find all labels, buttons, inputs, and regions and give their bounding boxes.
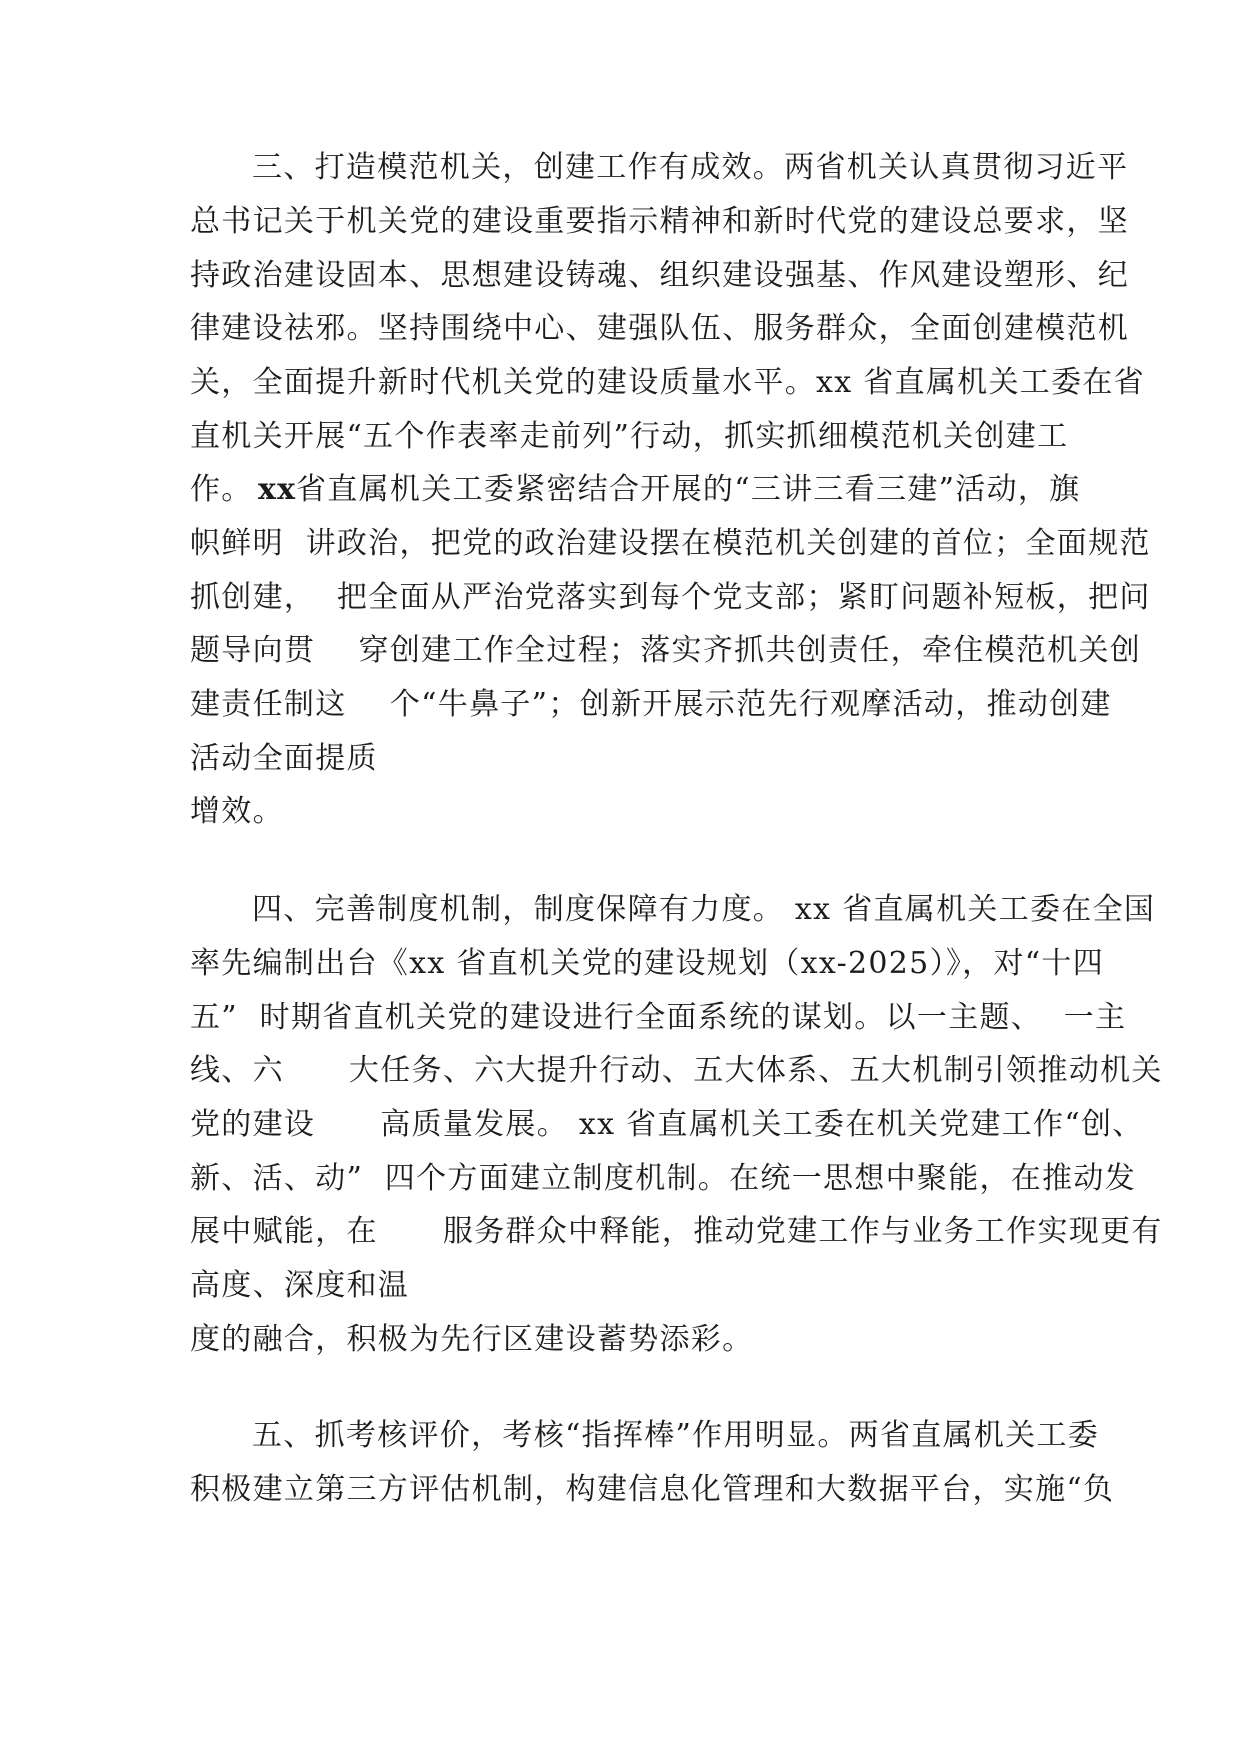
paragraph-4-line-5: 党的建设 高质量发展。 xx 省直属机关工委在机关党建工作“创、 — [190, 1107, 1144, 1142]
paragraph-3-line-5: 关，全面提升新时代机关党的建设质量水平。xx 省直属机关工委在省 — [190, 365, 1145, 400]
paragraph-3-line-9: 抓创建， 把全面从严治党落实到每个党支部；紧盯问题补短板，把问 — [190, 580, 1151, 615]
paragraph-4-line-4: 线、六 大任务、六大提升行动、五大体系、五大机制引领推动机关 — [190, 1053, 1163, 1088]
paragraph-3-line-10: 题导向贯 穿创建工作全过程；落实齐抓共创责任，牵住模范机关创 — [190, 633, 1142, 668]
paragraph-3-line-2: 总书记关于机关党的建设重要指示精神和新时代党的建设总要求，坚 — [190, 204, 1129, 239]
paragraph-3-line-7-start: 作。 — [190, 472, 253, 507]
paragraph-3-line-7-xx: xx — [258, 472, 297, 507]
paragraph-3-line-12: 活动全面提质 — [190, 741, 378, 776]
paragraph-3-line-3: 持政治建设固本、思想建设铸魂、组织建设强基、作风建设塑形、纪 — [190, 258, 1129, 293]
paragraph-3-line-1: 三、打造模范机关，创建工作有成效。两省机关认真贯彻习近平 — [252, 150, 1129, 185]
paragraph-4-line-7: 展中赋能，在 服务群众中释能，推动党建工作与业务工作实现更有 — [190, 1214, 1163, 1249]
paragraph-3-line-11: 建责任制这 个“牛鼻子”；创新开展示范先行观摩活动，推动创建 — [190, 687, 1112, 722]
paragraph-3-line-6: 直机关开展“五个作表率走前列”行动，抓实抓细模范机关创建工 — [190, 419, 1069, 454]
paragraph-4-line-6: 新、活、动” 四个方面建立制度机制。在统一思想中聚能，在推动发 — [190, 1161, 1137, 1196]
paragraph-4-line-8: 高度、深度和温 — [190, 1268, 410, 1303]
paragraph-3-line-13: 增效。 — [190, 794, 284, 829]
paragraph-3-line-8: 帜鲜明 讲政治，把党的政治建设摆在模范机关创建的首位；全面规范 — [190, 526, 1151, 561]
paragraph-3-line-7-rest: 省直属机关工委紧密结合开展的“三讲三看三建”活动，旗 — [296, 472, 1081, 507]
paragraph-4-line-1: 四、完善制度机制，制度保障有力度。 xx 省直属机关工委在全国 — [252, 892, 1156, 927]
paragraph-5-line-2: 积极建立第三方评估机制，构建信息化管理和大数据平台，实施“负 — [190, 1472, 1115, 1507]
paragraph-3-line-4: 律建设祛邪。坚持围绕中心、建强队伍、服务群众，全面创建模范机 — [190, 311, 1129, 346]
paragraph-4-line-2: 率先编制出台《xx 省直机关党的建设规划（xx-2025）》，对“十四 — [190, 946, 1105, 981]
paragraph-4-line-9: 度的融合，积极为先行区建设蓄势添彩。 — [190, 1322, 754, 1357]
paragraph-4-line-3: 五” 时期省直机关党的建设进行全面系统的谋划。以一主题、 一主 — [190, 1000, 1127, 1035]
paragraph-5-line-1: 五、抓考核评价，考核“指挥棒”作用明显。两省直属机关工委 — [252, 1418, 1100, 1453]
